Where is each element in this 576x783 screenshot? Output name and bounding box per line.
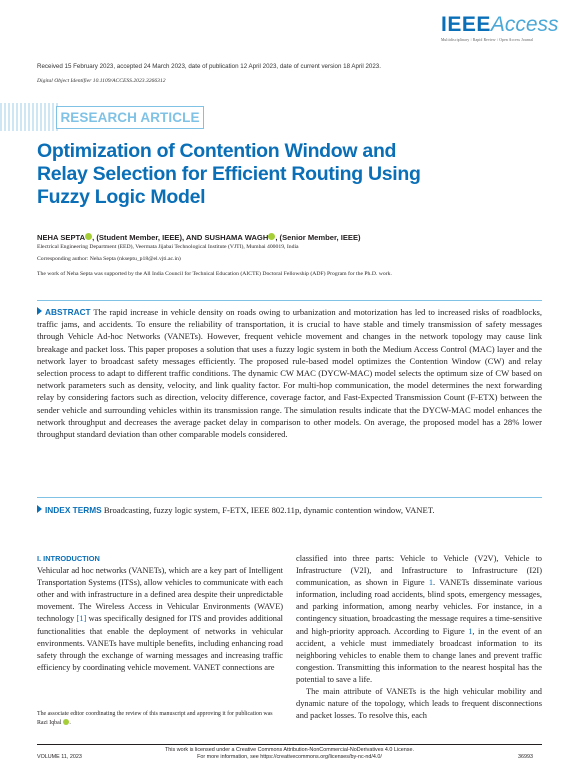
intro-text-a: Vehicular ad hoc networks (VANETs), which are a key part of Intelligent Transportation Systems (ITSs), allow vehicles to communicate with each other and with infrastructure in a defined area despite their unpredictable movement. The Wireless Access in Vehicular Environments (WAVE) technology	[37, 566, 283, 624]
author-name: NEHA SEPTA	[37, 233, 86, 242]
figure-link[interactable]: 1	[428, 578, 434, 588]
body-text-c: , in the event of an accident, a vehicle must immediately broadcast information to its neighboring vehicles to enable them to change lanes and prevent traffic congestion. Transmitting this information to the nearest hospital has the potential to save a life.	[296, 626, 542, 684]
body-text-a: classified into three parts: Vehicle to Vehicle (V2V), Vehicle to Infrastructure (V2I), and Infrastructure to Infrastructure (I2I) communication, as shown in Figure	[296, 554, 542, 588]
funding-note: The work of Neha Septa was supported by the All India Council for Technical Education (AICTE) Doctoral Fellowship (ADF) Program for the Ph.D. work.	[37, 271, 392, 277]
body-paragraph	[296, 553, 542, 686]
index-terms-label: INDEX TERMS	[45, 505, 102, 515]
author-role: , (Senior Member, IEEE)	[275, 233, 361, 242]
logo-tagline: Multidisciplinary ⁝ Rapid Review ⁝ Open Access Journal	[441, 38, 534, 42]
article-type-banner	[0, 103, 205, 131]
body-paragraph: The main attribute of VANETs is the high vehicular mobility and dynamic nature of the topology, which leads to frequent disconnections and packet losses. To resolve this, each	[296, 687, 542, 721]
figure-link[interactable]: 1	[468, 626, 473, 636]
section-heading: I. INTRODUCTION	[37, 554, 100, 563]
authors	[37, 233, 361, 242]
logo-access: Access	[490, 13, 559, 36]
abstract-text: The rapid increase in vehicle density on roads owing to urbanization and motorization has led to increased risks of roadblocks, traffic jams, and accidents. To ensure the reliability of transportation, it is crucial to have stable and timely transmission of safety messages through Vehicle Ad-hoc Networks (VANETs). However, frequent vehicle movement and changes in the network topology may cause link breakage and packet loss. This paper proposes a solution that uses a fuzzy logic system in both the Medium Access Control (MAC) layer and the network layer to broadcast safety messages efficiently. The proposed rule-based model optimizes the Contention Window (CW) and relay selection process to adapt to different traffic conditions. The dynamic CW MAC (DYCW-MAC) model selects the optimum size of CW based on network parameters such as density, velocity, and link quality factor. For multi-hop communication, the model determines the next forwarding relay by considering factors such as direction, velocity difference, coverage factor, and Fast-Expected Transmission Count (F-ETX) between the sender vehicle and surrounding vehicles within its transmission range. The simulation results indicate that the DYCW-MAC model enhances the network throughput and decreases the average packet delay in comparison to other models. On average, the proposed model has a 28% lower throughput standard deviation than other comparable models considered.	[37, 307, 542, 440]
right-column	[296, 553, 542, 722]
license	[37, 747, 542, 761]
abstract-label: ABSTRACT	[45, 307, 91, 317]
left-column	[37, 553, 283, 674]
body-text-b: . VANETs disseminate various information, including road accidents, blind spots, emergency messages, and parking information, among nearby vehicles. For instance, in a contingency situation, broadcasting the message requires a time-sensitive and high-priority approach. According to Figure	[296, 578, 543, 636]
paper-title: Optimization of Contention Window and Relay Selection for Efficient Routing Using Fuzzy Logic Model	[37, 140, 421, 208]
triangle-marker-icon	[37, 307, 42, 315]
page-number: 36993	[518, 754, 533, 760]
editor-note-text: The associate editor coordinating the review of this manuscript and approving it for publication was Razi Iqbal	[37, 711, 273, 726]
banner-stripes	[0, 103, 60, 131]
journal-logo	[441, 14, 559, 46]
abstract	[37, 306, 542, 440]
license-link[interactable]: For more information, see https://creativecommons.org/licenses/by-nc-nd/4.0/	[197, 754, 382, 760]
article-type: RESEARCH ARTICLE	[60, 110, 200, 125]
index-terms-text: Broadcasting, fuzzy logic system, F-ETX, IEEE 802.11p, dynamic contention window, VANET.	[103, 505, 435, 515]
logo-ieee: IEEE	[441, 13, 491, 36]
doi: Digital Object Identifier 10.1109/ACCESS.2023.3266312	[37, 78, 166, 84]
received-dates: Received 15 February 2023, accepted 24 March 2023, date of publication 12 April 2023, date of current version 18 April 2023.	[37, 63, 381, 70]
volume: VOLUME 11, 2023	[37, 754, 82, 760]
index-terms	[37, 504, 542, 516]
affiliation: Electrical Engineering Department (EED), Veermata Jijabai Technological Institute (VJTI), Mumbai 400019, India	[37, 244, 299, 250]
footer-rule	[37, 744, 542, 745]
corresponding-author: Corresponding author: Neha Septa (nkseptu_p18@el.vjti.ac.in)	[37, 256, 181, 262]
author-roles: , (Student Member, IEEE), AND SUSHAMA WAGH	[92, 233, 269, 242]
orcid-icon[interactable]	[63, 719, 69, 725]
intro-text-b: was specifically designed for ITS and provides additional functionalities that enable the deployment of networks in vehicular environments. VANETs have multiple benefits, including enhancing road safety through the exchange of warning messages and increasing traffic efficiency by coordinating vehicle movement. VANET connections are	[37, 614, 283, 672]
abstract-top-rule	[37, 300, 542, 301]
license-line: This work is licensed under a Creative Commons Attribution-NonCommercial-NoDerivatives 4.0 License.	[165, 747, 414, 753]
triangle-marker-icon	[37, 505, 42, 513]
article-type-box	[56, 106, 204, 129]
editor-note: The associate editor coordinating the review of this manuscript and approving it for publication was Razi Iqbal .	[37, 711, 273, 726]
citation-link[interactable]: [1]	[76, 614, 87, 624]
intro-paragraph	[37, 565, 283, 674]
keywords-rule	[37, 497, 542, 498]
